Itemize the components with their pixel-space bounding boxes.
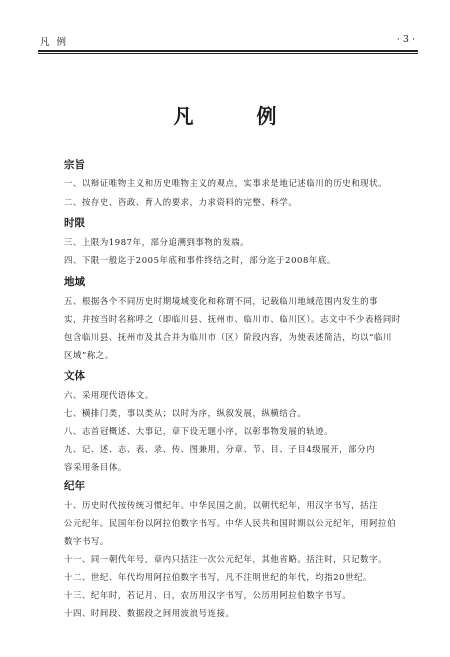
body-line: 七、横排门类，事以类从；以时为序，纵叙发展，纵横结合。: [64, 408, 307, 418]
body-line: 十、历史时代按传统习惯纪年。中华民国之前，以朝代纪年，用汉字书写，括注: [64, 500, 379, 510]
page-number: · 3 ·: [396, 34, 415, 45]
body-line: 八、志首冠概述、大事记，章下设无题小序，以彰事物发展的轨迹。: [64, 426, 334, 436]
section-heading-territory: 地域: [64, 276, 85, 288]
body-line: 九、记、述、志、表、录、传、图兼用，分章、节、目、子目4级展开，部分内: [64, 444, 376, 454]
page-title: 凡 例: [173, 104, 305, 128]
body-line: 数字书写。: [64, 536, 109, 546]
section-heading-chronology: 纪年: [64, 480, 85, 492]
body-line: 一、以辩证唯物主义和历史唯物主义的观点，实事求是地记述临川的历史和现状。: [64, 178, 388, 188]
section-heading-style: 文体: [64, 370, 85, 382]
body-line: 六、采用现代语体文。: [64, 390, 154, 400]
body-line: 十二、世纪、年代均用阿拉伯数字书写，凡不注明世纪的年代，均指20世纪。: [64, 572, 373, 582]
header-rule-thin: [38, 53, 418, 54]
body-line: 公元纪年。民国年份以阿拉伯数字书写。中华人民共和国时期以公元纪年，用阿拉伯: [64, 518, 397, 528]
body-line: 十一、同一朝代年号，章内只括注一次公元纪年，其他省略。括注时，只记数字。: [64, 554, 388, 564]
body-line: 容采用条目体。: [64, 462, 127, 472]
section-heading-time-limit: 时限: [64, 217, 85, 229]
body-line: 十三、纪年时，若记月、日，农历用汉字书写，公历用阿拉伯数字书写。: [64, 590, 352, 600]
body-line: 二、按存史、咨政、育人的要求，力求资料的完整、科学。: [64, 197, 298, 207]
body-line: 四、下限一般迄于2005年底和事件终结之时，部分迄于2008年底。: [64, 255, 336, 265]
body-line: 三、上限为1987年，部分追溯到事物的发端。: [64, 237, 250, 247]
body-line: 五、根据各个不同历史时期境域变化和称谓不同，记载临川地域范围内发生的事: [64, 296, 379, 306]
section-heading-purpose: 宗旨: [64, 159, 85, 171]
body-line: 实，并按当时名称呼之（即临川县、抚州市、临川市、临川区）。志文中不少表格同时: [64, 314, 401, 324]
body-line: 包含临川县、抚州市及其合并为临川市（区）阶段内容，为使表述简洁，均以“临川: [64, 332, 392, 342]
body-line: 十四、时间段、数据段之间用波浪号连接。: [64, 608, 235, 618]
body-line: 区域”称之。: [64, 350, 114, 360]
header-rule-thick: [38, 50, 418, 52]
running-header-title: 凡 例: [40, 37, 69, 48]
